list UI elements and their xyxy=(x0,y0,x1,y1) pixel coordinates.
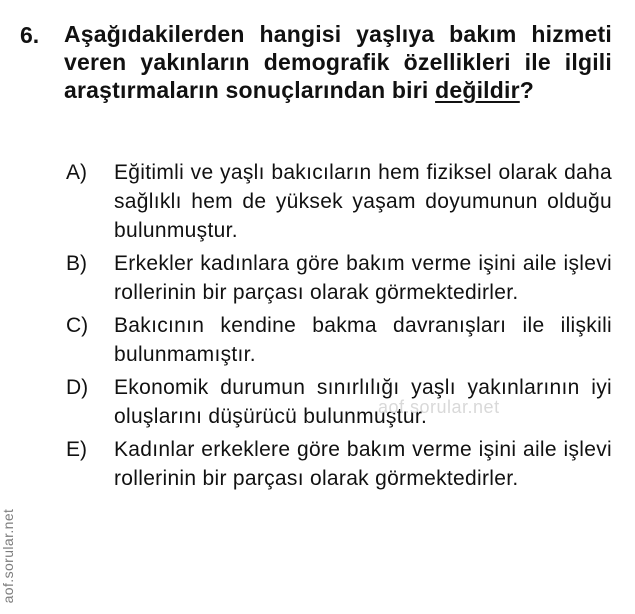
option-letter: D) xyxy=(66,376,89,399)
option-d[interactable] xyxy=(56,373,616,431)
option-letter: E) xyxy=(66,438,87,461)
option-letter: C) xyxy=(66,314,89,337)
question-text xyxy=(64,20,612,104)
option-text: Ekonomik durumun sınırlılığı yaşlı yakınlarının iyi oluşlarını düşürücü bulunmuştur. xyxy=(114,376,612,428)
option-a[interactable] xyxy=(56,158,616,245)
answer-options xyxy=(56,158,616,497)
option-c[interactable] xyxy=(56,311,616,369)
option-b[interactable] xyxy=(56,249,616,307)
option-text: Eğitimli ve yaşlı bakıcıların hem fiziksel olarak daha sağlıklı hem de yüksek yaşam doyumunun olduğu bulunmuştur. xyxy=(114,161,612,242)
option-text: Erkekler kadınlara göre bakım verme işini aile işlevi rollerinin bir parçası olarak görmektedirler. xyxy=(114,252,612,304)
option-text: Kadınlar erkeklere göre bakım verme işini aile işlevi rollerinin bir parçası olarak görmektedirler. xyxy=(114,438,612,490)
question-number: 6. xyxy=(20,22,40,48)
option-letter: B) xyxy=(66,252,87,275)
question-text-main: Aşağıdakilerden hangisi yaşlıya bakım hizmeti veren yakınların demografik özellikleri ile ilgili araştırmaların sonuçlarından biri xyxy=(64,21,612,103)
watermark-side: aof.sorular.net xyxy=(0,508,16,604)
question-text-emphasis: değildir xyxy=(435,77,520,103)
option-letter: A) xyxy=(66,161,87,184)
option-text: Bakıcının kendine bakma davranışları ile ilişkili bulunmamıştır. xyxy=(114,314,612,366)
watermark-center: aof.sorular.net xyxy=(378,397,500,417)
option-e[interactable] xyxy=(56,435,616,493)
question-text-end: ? xyxy=(519,77,535,103)
